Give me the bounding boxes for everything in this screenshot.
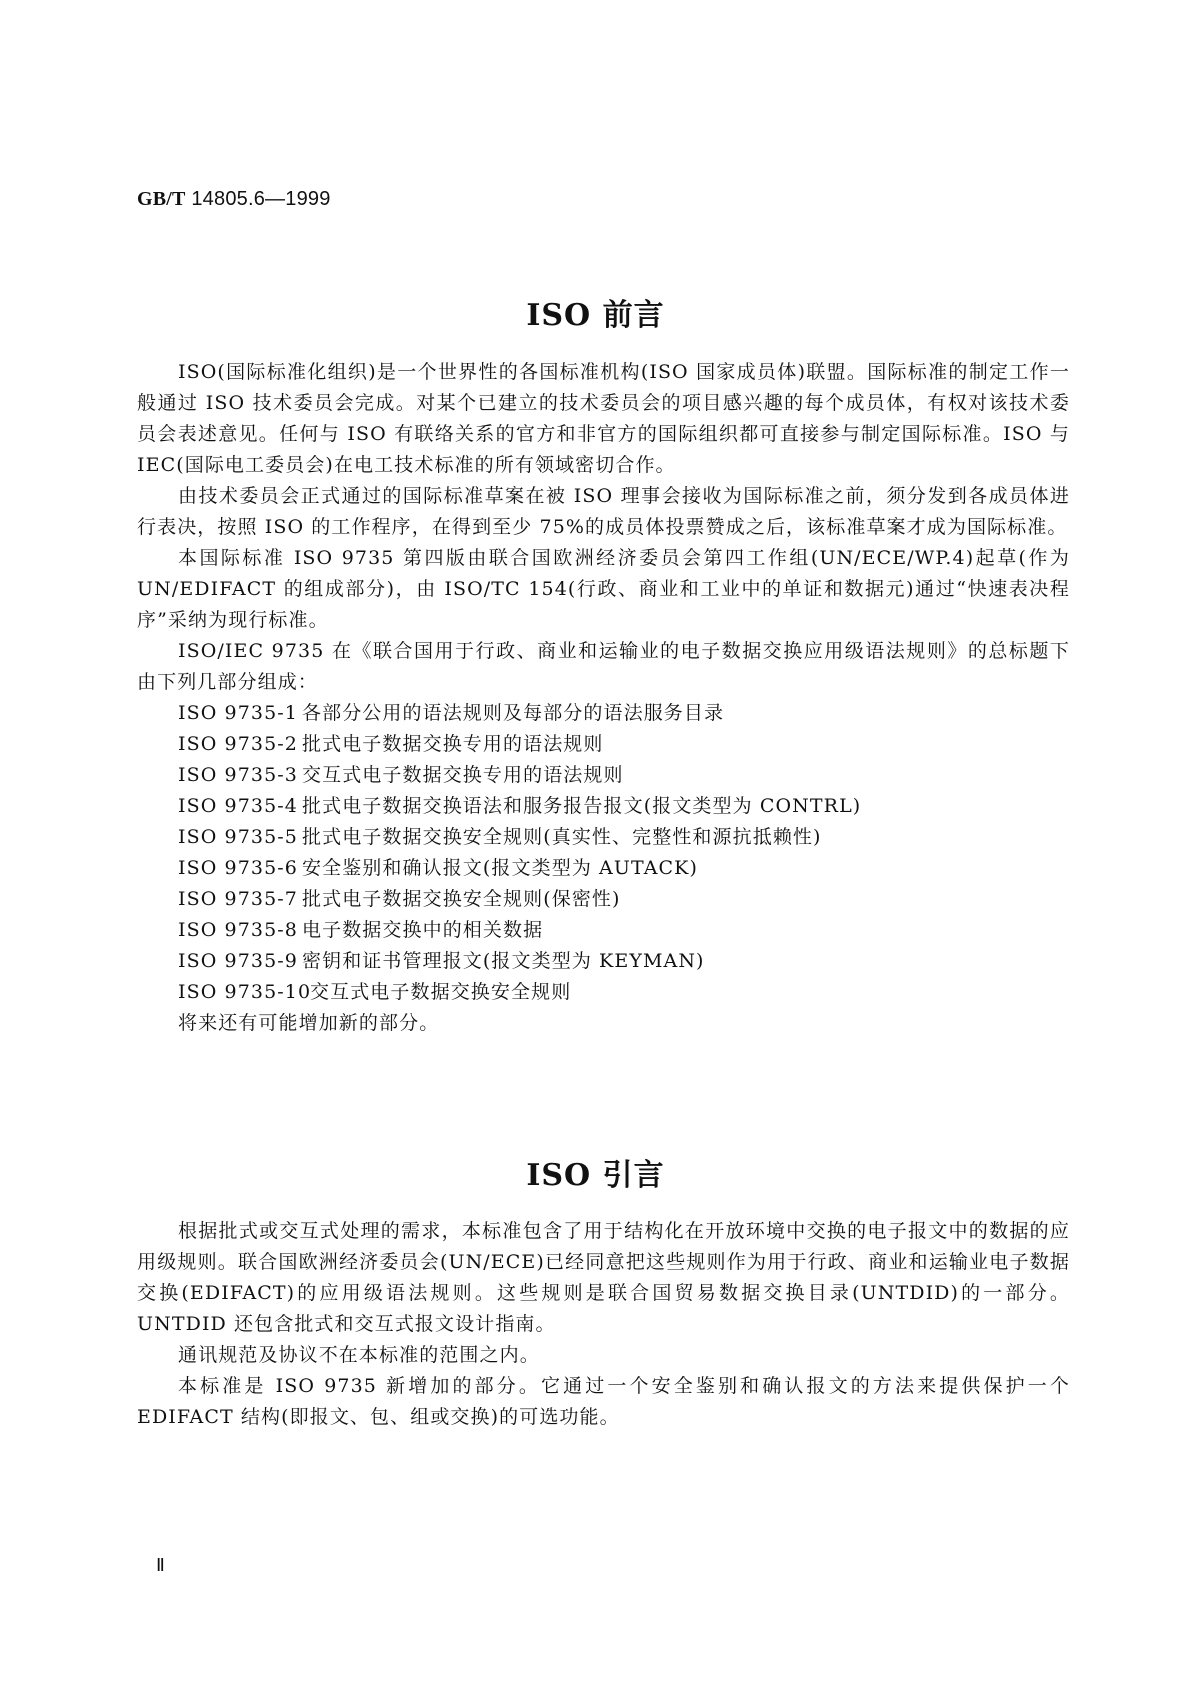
part-code: ISO 9735-3	[178, 764, 298, 786]
list-item	[137, 760, 1070, 791]
list-item	[137, 791, 1070, 822]
part-code: ISO 9735-6	[178, 857, 298, 879]
part-code: ISO 9735-9	[178, 950, 298, 972]
introduction-body	[137, 1216, 1070, 1433]
part-code: ISO 9735-7	[178, 888, 298, 910]
introduction-paragraph: 通讯规范及协议不在本标准的范围之内。	[178, 1344, 540, 1366]
part-title: 各部分公用的语法规则及每部分的语法服务目录	[302, 702, 725, 724]
list-item	[137, 884, 1070, 915]
list-item	[137, 915, 1070, 946]
document-header	[137, 188, 331, 211]
part-code: ISO 9735-5	[178, 826, 298, 848]
part-title: 批式电子数据交换安全规则(保密性)	[302, 888, 621, 910]
introduction-paragraph: 本标准是 ISO 9735 新增加的部分。它通过一个安全鉴别和确认报文的方法来提供保护一个 EDIFACT 结构(即报文、包、组或交换)的可选功能。	[137, 1375, 1070, 1428]
part-title: 密钥和证书管理报文(报文类型为 KEYMAN)	[302, 950, 705, 972]
part-code: ISO 9735-1	[178, 702, 298, 724]
list-item	[137, 729, 1070, 760]
part-code: ISO 9735-4	[178, 795, 298, 817]
standard-number: 14805.6—1999	[185, 188, 331, 210]
list-item	[137, 822, 1070, 853]
foreword-paragraph: ISO/IEC 9735 在《联合国用于行政、商业和运输业的电子数据交换应用级语法规则》的总标题下由下列几部分组成：	[137, 640, 1070, 693]
standard-prefix: GB/T	[137, 188, 186, 210]
foreword-paragraph: 本国际标准 ISO 9735 第四版由联合国欧洲经济委员会第四工作组(UN/ECE/WP.4)起草(作为UN/EDIFACT 的组成部分)，由 ISO/TC 154(行政、商业和工业中的单证和数据元)通过“快速表决程序”采纳为现行标准。	[137, 547, 1070, 631]
foreword-paragraph: ISO(国际标准化组织)是一个世界性的各国标准机构(ISO 国家成员体)联盟。国际标准的制定工作一般通过 ISO 技术委员会完成。对某个已建立的技术委员会的项目感兴趣的每个成员体，有权对该技术委员会表述意见。任何与 ISO 有联络关系的官方和非官方的国际组织都可直接参与制定国际标准。ISO 与 IEC(国际电工委员会)在电工技术标准的所有领域密切合作。	[137, 361, 1070, 476]
introduction-paragraph: 根据批式或交互式处理的需求，本标准包含了用于结构化在开放环境中交换的电子报文中的数据的应用级规则。联合国欧洲经济委员会(UN/ECE)已经同意把这些规则作为用于行政、商业和运输业电子数据交换(EDIFACT)的应用级语法规则。这些规则是联合国贸易数据交换目录(UNTDID)的一部分。UNTDID 还包含批式和交互式报文设计指南。	[137, 1220, 1070, 1335]
part-title: 安全鉴别和确认报文(报文类型为 AUTACK)	[302, 857, 698, 879]
parts-list	[137, 698, 1070, 1008]
list-item	[137, 853, 1070, 884]
foreword-paragraph: 由技术委员会正式通过的国际标准草案在被 ISO 理事会接收为国际标准之前，须分发到各成员体进行表决，按照 ISO 的工作程序，在得到至少 75%的成员体投票赞成之后，该标准草案才成为国际标准。	[137, 485, 1070, 538]
part-code: ISO 9735-8	[178, 919, 298, 941]
part-title: 批式电子数据交换语法和服务报告报文(报文类型为 CONTRL)	[302, 795, 862, 817]
page-number: Ⅱ	[156, 1555, 165, 1575]
part-code: ISO 9735-2	[178, 733, 298, 755]
part-title: 电子数据交换中的相关数据	[302, 919, 544, 941]
list-item	[137, 946, 1070, 977]
introduction-title: ISO 引言	[526, 1158, 665, 1193]
foreword-title: ISO 前言	[526, 298, 665, 333]
part-code: ISO 9735-10	[178, 981, 312, 1003]
list-item	[137, 698, 1070, 729]
foreword-body	[137, 357, 1070, 1039]
part-title: 批式电子数据交换安全规则(真实性、完整性和源抗抵赖性)	[302, 826, 822, 848]
part-title: 交互式电子数据交换专用的语法规则	[302, 764, 624, 786]
part-title: 批式电子数据交换专用的语法规则	[302, 733, 604, 755]
part-title: 交互式电子数据交换安全规则	[310, 981, 572, 1003]
list-item	[137, 977, 1070, 1008]
foreword-closing: 将来还有可能增加新的部分。	[178, 1012, 440, 1034]
